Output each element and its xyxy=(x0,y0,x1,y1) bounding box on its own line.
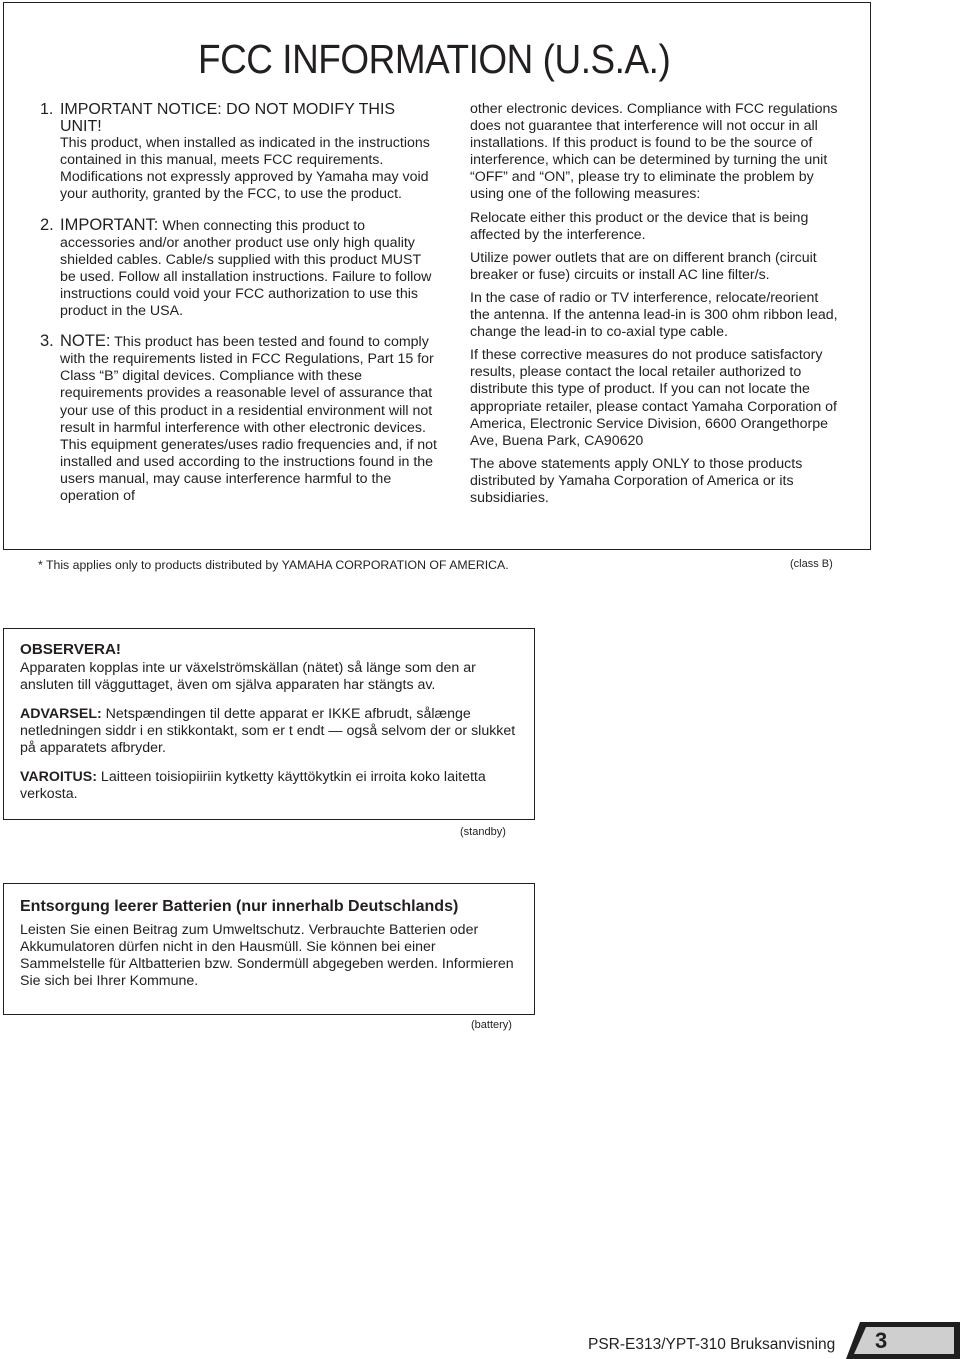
fcc-right-paragraph-3: Utilize power outlets that are on different branch (circuit breaker or fuse) circuits or install AC line filter/s. xyxy=(470,249,817,283)
battery-label: (battery) xyxy=(471,1019,512,1031)
fcc-section-1 xyxy=(40,101,440,204)
fcc-right-paragraph-5: If these corrective measures do not produce satisfactory results, please contact the local retailer authorized to distribute this type of product. If you can not locate the appropriate retailer, please contact Yamaha Corporation of America, Electronic Service Division, 6600 Orangethorpe Ave, Buena Park, CA90620 xyxy=(470,347,837,449)
manual-name: PSR-E313/YPT-310 Bruksanvisning xyxy=(588,1336,836,1353)
advarsel-text: Netspændingen til dette apparat er IKKE afbrudt, sålænge netledningen siddr i en stikkontakt, som er t endt — også selvom der or slukket på apparatets afbryder. xyxy=(20,706,516,757)
battery-disposal-title: Entsorgung leerer Batterien (nur innerhalb Deutschlands) xyxy=(20,898,459,915)
section-3-number: 3. xyxy=(40,332,54,351)
advarsel-block xyxy=(20,706,520,757)
page-tab xyxy=(846,1322,960,1359)
battery-disposal-text: Leisten Sie einen Beitrag zum Umweltschutz. Verbrauchte Batterien oder Akkumulatoren dürfen nicht in den Hausmüll. Sie können bei einer Sammelstelle für Altbatterien bzw. Sondermüll abgegeben werden. Informieren Sie sich bei Ihrer Kommune. xyxy=(20,922,514,990)
fcc-right-column xyxy=(470,101,840,513)
observera-text: Apparaten kopplas inte ur växelströmskällan (nätet) så länge som den ar ansluten till vägguttaget, även om själva apparaten har stängts av. xyxy=(20,660,476,694)
battery-disposal-box xyxy=(3,883,535,1015)
section-1-heading: IMPORTANT NOTICE: DO NOT MODIFY THIS UNIT! xyxy=(59,101,396,136)
fcc-right-paragraph-4: In the case of radio or TV interference, relocate/reorient the antenna. If the antenna lead-in is 300 ohm ribbon lead, change the lead-in to co-axial type cable. xyxy=(470,289,838,341)
section-2-number: 2. xyxy=(40,215,54,234)
fcc-right-paragraph-1: other electronic devices. Compliance with FCC regulations does not guarantee that interference will not occur in all installations. If this product is found to be the source of interference, which can be determined by turning the unit “OFF” and “ON”, please try to eliminate the problem by using one of the following measures: xyxy=(470,101,838,203)
footnote: * This applies only to products distributed by YAMAHA CORPORATION OF AMERICA. xyxy=(38,558,509,572)
varoitus-label: VAROITUS: xyxy=(20,769,97,785)
section-2-heading: IMPORTANT: xyxy=(60,215,159,234)
section-1-number: 1. xyxy=(40,101,54,118)
fcc-section-3 xyxy=(40,333,440,505)
varoitus-block xyxy=(20,769,520,803)
page-number: 3 xyxy=(875,1328,888,1353)
fcc-section-2 xyxy=(40,217,440,321)
section-2-body: When connecting this product to accessories and/or another product use only high quality shielded cables. Cable/s supplied with this product MUST be used. Follow all installation instructions. Failure to follow instructions could void your FCC authorization to use this product in the USA. xyxy=(60,217,432,320)
fcc-right-paragraph-6: The above statements apply ONLY to those products distributed by Yamaha Corporation of America or its subsidiaries. xyxy=(470,455,803,506)
observera-title: OBSERVERA! xyxy=(20,641,121,658)
section-3-heading: NOTE: xyxy=(60,332,111,351)
standby-label: (standby) xyxy=(460,826,506,838)
varoitus-text: Laitteen toisiopiiriin kytketty käyttökytkin ei irroita koko laitetta verkosta. xyxy=(20,769,486,803)
nordic-warning-box xyxy=(3,628,535,820)
fcc-right-paragraph-2: Relocate either this product or the device that is being affected by the interference. xyxy=(470,209,809,243)
advarsel-label: ADVARSEL: xyxy=(20,706,102,722)
page-title: FCC INFORMATION (U.S.A.) xyxy=(198,36,671,82)
section-1-body: This product, when installed as indicated in the instructions contained in this manual, meets FCC requirements. Modifications not expressly approved by Yamaha may void your authority, granted by the FCC, to use the product. xyxy=(60,135,430,203)
section-3-body: This product has been tested and found to comply with the requirements listed in FCC Regulations, Part 15 for Class “B” digital devices. Compliance with these requirements provides a reasonable level of assurance that your use of this product in a residential environment will not result in harmful interference with other electronic devices. This equipment generates/uses radio frequencies and, if not installed and used according to the instructions found in the users manual, may cause interference harmful to the operation of xyxy=(60,334,437,504)
class-b-label: (class B) xyxy=(790,558,833,570)
fcc-left-column xyxy=(40,101,440,518)
